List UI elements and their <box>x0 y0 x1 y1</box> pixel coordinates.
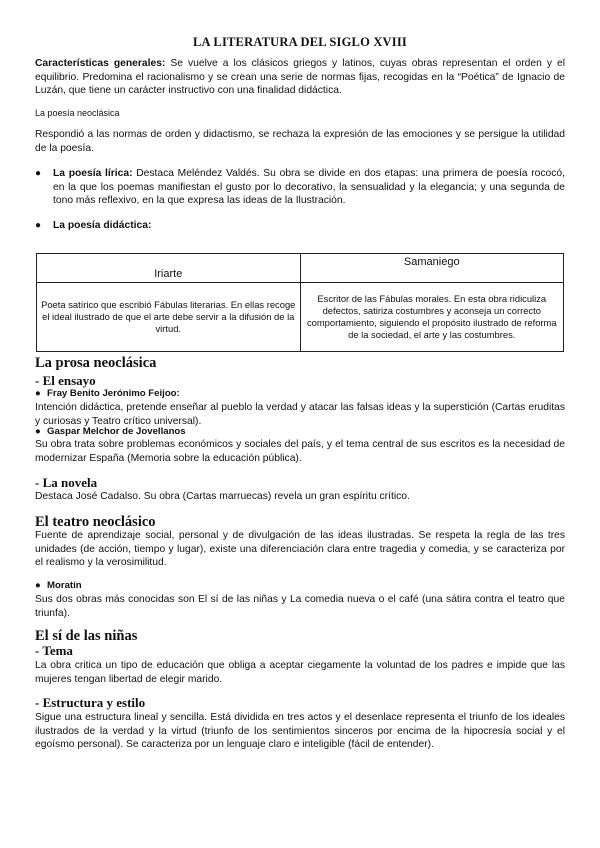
moratin-label: Moratín <box>47 580 82 591</box>
bullet-lirica-label: La poesía lírica: <box>53 168 133 179</box>
estructura-paragraph: Sigue una estructura lineal y sencilla. Está dividida en tres actos y el desenlace representa el triunfo de los ideales ilustrados de la verdad y la virtud (triunfo de los sentimientos sinceros por encima de la hipocresía social y el egoísmo personal). Se caracteriza por un lenguaje claro e inteligible (fácil de entender). <box>35 712 565 751</box>
table-header-row <box>37 254 564 283</box>
intro-label: Características generales: <box>35 58 166 69</box>
novela-paragraph: Destaca José Cadalso. Su obra (Cartas marruecas) revela un gran espíritu crítico. <box>35 491 410 502</box>
teatro-heading: El teatro neoclásico <box>35 514 156 530</box>
bullet-didactica-content <box>53 219 565 233</box>
bullet-dot: ● <box>35 388 41 399</box>
bullet-didactica-label: La poesía didáctica: <box>53 220 152 231</box>
bullet-didactica <box>35 219 565 233</box>
poesia-paragraph: Respondió a las normas de orden y didactismo, se rechaza la expresión de las emociones y se persigue la utilidad de la poesía. <box>35 129 565 154</box>
teatro-paragraph: Fuente de aprendizaje social, personal y de divulgación de las ideas ilustradas. Se respeta la regla de las tres unidades (de acción, tiempo y lugar), existe una diferenciación clara entre tragedia y comedia, y se caracteriza por el realismo y la verosimilitud. <box>35 530 565 569</box>
feijoo-label: Fray Benito Jerónimo Feijoo: <box>47 388 180 399</box>
prosa-heading: La prosa neoclásica <box>35 355 157 371</box>
estructura-heading: - Estructura y estilo <box>35 695 146 710</box>
table-cell-iriarte: Poeta satírico que escribió Fábulas literarias. En ellas recoge el ideal ilustrado de que el arte debe servir a la difusión de la virtud. <box>37 283 301 352</box>
table-row <box>37 283 564 352</box>
tema-paragraph: La obra critica un tipo de educación que obliga a aceptar ciegamente la voluntad de los padres e impide que las mujeres tengan libertad de elegir marido. <box>35 660 565 685</box>
bullet-dot: ● <box>35 426 41 437</box>
tema-heading: - Tema <box>35 643 73 658</box>
moratin-paragraph: Sus dos obras más conocidas son El sí de las niñas y La comedia nueva o el café (una sátira contra el teatro que triunfa). <box>35 594 565 619</box>
bullet-lirica <box>35 167 565 209</box>
page-title: LA LITERATURA DEL SIGLO XVIII <box>193 35 407 49</box>
bullet-lirica-content <box>53 167 565 208</box>
table-header-iriarte: Iriarte <box>37 254 301 283</box>
bullet-dot: ● <box>35 168 42 179</box>
jovellanos-bullet <box>35 426 186 437</box>
novela-heading: - La novela <box>35 475 98 490</box>
feijoo-paragraph: Intención didáctica, pretende enseñar al pueblo la verdad y atacar las falsas ideas y la superstición (Cartas eruditas y curiosas y Teatro crítico universal). <box>35 402 565 427</box>
intro-paragraph <box>35 57 565 98</box>
table-cell-samaniego: Escritor de las Fábulas morales. En esta obra ridiculiza defectos, satiriza costumbres y aconseja un correcto comportamiento, siguiendo el propósito ilustrado de reforma de la sociedad, el arte y las costumbres. <box>300 283 564 352</box>
jovellanos-paragraph: Su obra trata sobre problemas económicos y sociales del país, y el tema central de sus escritos es la necesidad de modernizar España (Memoria sobre la educación pública). <box>35 439 565 464</box>
feijoo-bullet <box>35 388 180 399</box>
intro-text: Se vuelve a los clásicos griegos y latinos, cuyas obras representan el orden y el equilibrio. Predomina el racionalismo y se crean una serie de normas fijas, recogidas en la “Poética” de Ignacio de Luzán, que tiene un carácter instructivo con una finalidad didáctica. <box>35 58 565 97</box>
bullet-lirica-text: Destaca Meléndez Valdés. Su obra se divide en dos etapas: una primera de poesía rococó, en la que los poemas manifiestan el gusto por lo decorativo, la sensualidad y la elegancia; y una segunda de tono más reflexivo, en la que expresa las ideas de la Ilustración. <box>53 168 565 207</box>
moratin-bullet <box>35 580 82 591</box>
ensayo-heading: - El ensayo <box>35 373 96 388</box>
table-header-samaniego: Samaniego <box>300 254 564 283</box>
bullet-dot: ● <box>35 220 42 231</box>
poesia-label: La poesía neoclásica <box>35 108 120 118</box>
bullet-dot: ● <box>35 580 41 591</box>
jovellanos-label: Gaspar Melchor de Jovellanos <box>47 426 186 437</box>
si-ninas-heading: El sí de las niñas <box>35 628 138 644</box>
fabulists-table <box>36 253 564 352</box>
